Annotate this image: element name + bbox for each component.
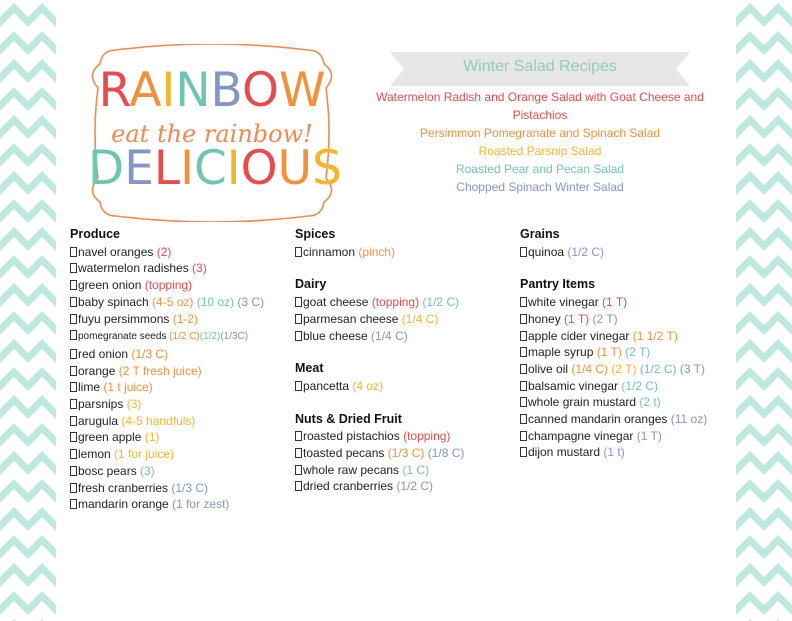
checkbox-icon[interactable] xyxy=(520,397,527,407)
logo-delicious-text xyxy=(88,141,342,196)
checkbox-icon[interactable] xyxy=(70,432,77,442)
ingredient-name: olive oil xyxy=(528,361,569,376)
ingredient-item xyxy=(70,429,290,446)
ingredient-quantity: (2 T) xyxy=(621,345,651,360)
ingredient-name: quinoa xyxy=(528,244,565,259)
ingredient-name: lemon xyxy=(78,447,111,462)
ingredient-item xyxy=(70,446,290,463)
logo-tagline: eat the rainbow! xyxy=(111,120,313,148)
section-heading: Nuts & Dried Fruit xyxy=(295,411,402,426)
ingredient-quantity: (1/4 C) xyxy=(568,361,609,376)
section-heading: Dairy xyxy=(295,277,327,292)
checkbox-icon[interactable] xyxy=(295,314,302,324)
ingredient-name: dijon mustard xyxy=(528,445,601,460)
ingredient-name: whole raw pecans xyxy=(303,462,400,477)
logo-letter: I xyxy=(226,141,241,196)
ingredient-item xyxy=(295,478,510,495)
ingredient-name: pancetta xyxy=(303,378,350,393)
logo-letter: L xyxy=(153,141,181,196)
ingredient-column-3 xyxy=(520,226,735,461)
ingredient-quantity: (1/3C) xyxy=(220,331,249,343)
logo-letter: I xyxy=(180,141,194,196)
ingredient-quantity: (4-5 handfuls) xyxy=(118,413,196,428)
ingredient-item xyxy=(70,311,290,328)
ingredient-item xyxy=(520,428,735,445)
ingredient-quantity: (3) xyxy=(123,397,142,412)
ingredient-item xyxy=(70,277,290,294)
recipe-title: Persimmon Pomegranate and Spinach Salad xyxy=(419,126,661,140)
checkbox-icon[interactable] xyxy=(70,466,77,476)
chevron-pattern xyxy=(736,0,792,621)
checkbox-icon[interactable] xyxy=(70,449,77,459)
ingredient-name: apple cider vinegar xyxy=(528,328,630,343)
ingredient-name: balsamic vinegar xyxy=(528,378,619,393)
ingredient-quantity: (2 T) xyxy=(608,361,637,376)
ingredient-quantity: (4 oz) xyxy=(349,378,384,393)
ingredient-quantity: (3 C) xyxy=(234,294,265,309)
ingredient-name: bosc pears xyxy=(78,463,137,478)
checkbox-icon[interactable] xyxy=(70,330,77,340)
logo-letter: R xyxy=(98,63,130,118)
checkbox-icon[interactable] xyxy=(70,399,77,409)
checkbox-icon[interactable] xyxy=(295,481,302,491)
recipe-title: Roasted Parsnip Salad xyxy=(478,144,602,158)
banner-title: Winter Salad Recipes xyxy=(463,58,617,75)
ingredient-item xyxy=(295,311,510,328)
ingredient-item xyxy=(520,361,735,378)
ingredient-name: parmesan cheese xyxy=(303,311,399,326)
ingredient-name: maple syrup xyxy=(528,345,594,360)
ingredient-quantity: (topping) xyxy=(368,295,420,310)
ingredient-item xyxy=(520,411,735,428)
ingredient-quantity: (1/8 C) xyxy=(424,446,465,461)
checkbox-icon[interactable] xyxy=(520,247,527,257)
section-spacer xyxy=(295,395,510,411)
ingredient-item xyxy=(70,379,290,396)
logo-letter: W xyxy=(278,63,326,118)
checkbox-icon[interactable] xyxy=(295,431,302,441)
checkbox-icon[interactable] xyxy=(295,247,302,257)
section-spacer xyxy=(295,344,510,360)
ingredient-name: honey xyxy=(528,311,561,326)
ingredient-quantity: (1/2) xyxy=(199,331,221,343)
logo-letter: C xyxy=(193,141,227,196)
ingredient-column-1 xyxy=(70,226,290,513)
ingredient-name: champagne vinegar xyxy=(528,428,634,443)
ingredient-item xyxy=(295,244,510,261)
checkbox-icon[interactable] xyxy=(70,366,77,376)
ingredient-item xyxy=(520,378,735,395)
logo-letter: E xyxy=(124,141,154,196)
ingredient-quantity: (1/2 C) xyxy=(393,479,434,494)
checkbox-icon[interactable] xyxy=(70,247,77,257)
ingredient-name: navel oranges xyxy=(78,244,154,259)
ingredient-name: fresh cranberries xyxy=(78,480,169,495)
ingredient-quantity: (topping) xyxy=(399,429,451,444)
checkbox-icon[interactable] xyxy=(70,297,77,307)
ingredient-quantity: (3) xyxy=(188,261,207,276)
logo-letter: I xyxy=(161,63,176,118)
ingredient-item xyxy=(520,444,735,461)
ingredient-name: baby spinach xyxy=(78,294,149,309)
ingredient-quantity: (1 1/2 T) xyxy=(629,328,678,343)
logo xyxy=(88,44,342,222)
checkbox-icon[interactable] xyxy=(295,465,302,475)
checkbox-icon[interactable] xyxy=(295,381,302,391)
checkbox-icon[interactable] xyxy=(520,364,527,374)
ingredient-quantity: (1/2 C) xyxy=(419,295,460,310)
ingredient-name: mandarin orange xyxy=(78,497,169,512)
logo-letter: O xyxy=(240,141,278,196)
chevron-pattern xyxy=(0,0,56,621)
ingredient-quantity: (pinch) xyxy=(355,244,396,259)
ingredient-name: whole grain mustard xyxy=(528,395,637,410)
ingredient-name: red onion xyxy=(78,346,129,361)
ingredient-quantity: (1/3 C) xyxy=(168,480,209,495)
section-heading: Spices xyxy=(295,227,336,241)
checkbox-icon[interactable] xyxy=(70,382,77,392)
ingredient-name: toasted pecans xyxy=(303,446,385,461)
ingredient-quantity: (1/2 C) xyxy=(636,361,677,376)
ingredient-item xyxy=(70,244,290,261)
section-heading: Pantry Items xyxy=(520,277,596,292)
section-spacer xyxy=(295,260,510,276)
logo-letter: U xyxy=(277,141,313,196)
checkbox-icon[interactable] xyxy=(295,448,302,458)
ingredient-name: canned mandarin oranges xyxy=(528,412,668,427)
ingredient-column-2 xyxy=(295,226,510,495)
ingredient-name: blue cheese xyxy=(303,328,368,343)
ingredient-quantity: (3 T) xyxy=(676,361,705,376)
checkbox-icon[interactable] xyxy=(520,347,527,357)
ingredient-quantity: (1 T) xyxy=(598,295,628,310)
ingredient-item xyxy=(295,428,510,445)
ingredient-name: white vinegar xyxy=(528,295,599,310)
ingredient-quantity: (2) xyxy=(153,244,172,259)
ingredient-item xyxy=(70,260,290,277)
checkbox-icon[interactable] xyxy=(70,349,77,359)
chevron-border-left xyxy=(0,0,56,621)
ingredient-quantity: (4-5 oz) xyxy=(148,294,194,309)
ingredient-quantity: (1 for juice) xyxy=(110,447,175,462)
checkbox-icon[interactable] xyxy=(70,499,77,509)
ingredient-name: roasted pistachios xyxy=(303,429,400,444)
checkbox-icon[interactable] xyxy=(520,431,527,441)
ingredient-item xyxy=(70,346,290,363)
logo-rainbow-text xyxy=(88,63,336,118)
checkbox-icon[interactable] xyxy=(70,263,77,273)
checkbox-icon[interactable] xyxy=(520,414,527,424)
checkbox-icon[interactable] xyxy=(295,331,302,341)
checkbox-icon[interactable] xyxy=(520,381,527,391)
logo-letter: A xyxy=(129,63,162,118)
ingredient-name: watermelon radishes xyxy=(78,261,189,276)
ingredient-item xyxy=(520,328,735,345)
ingredient-name: pomegranate seeds xyxy=(78,331,167,343)
ingredient-item xyxy=(70,294,290,311)
ingredient-name: green apple xyxy=(78,430,142,445)
ingredient-quantity: (1/3 C) xyxy=(128,346,169,361)
ingredient-quantity: (1 T) xyxy=(593,345,622,360)
ingredient-quantity: (1 T) xyxy=(633,428,662,443)
ingredient-quantity: (10 oz) xyxy=(193,294,235,309)
checkbox-icon[interactable] xyxy=(70,483,77,493)
ingredient-quantity: (1 for zest) xyxy=(168,497,230,512)
ingredient-quantity: (2 T) xyxy=(589,311,618,326)
ingredient-quantity: (topping) xyxy=(141,278,193,293)
ingredient-item xyxy=(295,328,510,345)
checkbox-icon[interactable] xyxy=(520,297,527,307)
logo-letter: D xyxy=(88,141,125,196)
ingredient-quantity: (1 C) xyxy=(399,462,430,477)
ingredient-name: lime xyxy=(78,380,101,395)
ingredient-quantity: (1/2 C) xyxy=(166,331,200,343)
ingredient-quantity: (1 t) xyxy=(600,445,625,460)
ingredient-quantity: (11 oz) xyxy=(667,412,708,427)
ingredient-name: fuyu persimmons xyxy=(78,311,170,326)
ingredient-item xyxy=(295,294,510,311)
ingredient-item xyxy=(70,480,290,497)
checkbox-icon[interactable] xyxy=(520,331,527,341)
ingredient-name: dried cranberries xyxy=(303,479,394,494)
ingredient-quantity: (3) xyxy=(136,463,155,478)
ingredient-item xyxy=(520,394,735,411)
ingredient-name: orange xyxy=(78,363,116,378)
ingredient-item xyxy=(70,463,290,480)
ingredient-quantity: (1-2) xyxy=(169,311,199,326)
ingredient-item xyxy=(70,496,290,513)
recipe-title: Watermelon Radish and Orange Salad with Goat Cheese and Pistachios xyxy=(376,90,704,122)
checkbox-icon[interactable] xyxy=(520,314,527,324)
ingredient-quantity: (1/2 C) xyxy=(564,244,605,259)
recipe-title: Roasted Pear and Pecan Salad xyxy=(455,162,625,176)
ingredient-quantity: (2 T fresh juice) xyxy=(115,363,202,378)
checkbox-icon[interactable] xyxy=(520,447,527,457)
ingredient-item xyxy=(295,378,510,395)
ingredient-name: cinnamon xyxy=(303,244,356,259)
ingredient-item xyxy=(70,363,290,380)
ingredient-item xyxy=(295,445,510,462)
ingredient-item xyxy=(520,344,735,361)
recipe-title: Chopped Spinach Winter Salad xyxy=(456,180,624,194)
ingredient-name: parsnips xyxy=(78,397,124,412)
ingredient-quantity: (1/3 C) xyxy=(384,446,425,461)
checkbox-icon[interactable] xyxy=(70,314,77,324)
ingredient-name: green onion xyxy=(78,278,142,293)
chevron-border-right xyxy=(736,0,792,621)
ingredient-quantity: (1 t juice) xyxy=(100,380,153,395)
ingredient-quantity: (2 t) xyxy=(636,395,661,410)
ingredient-name: arugula xyxy=(78,413,119,428)
section-spacer xyxy=(520,260,735,276)
ingredient-item xyxy=(520,294,735,311)
logo-letter: B xyxy=(210,63,242,118)
ingredient-name: goat cheese xyxy=(303,295,369,310)
ingredient-item xyxy=(520,244,735,261)
ingredient-quantity: (1/2 C) xyxy=(618,378,659,393)
section-heading: Grains xyxy=(520,227,560,241)
ingredient-quantity: (1) xyxy=(141,430,160,445)
ingredient-item xyxy=(520,311,735,328)
section-heading: Meat xyxy=(295,361,324,376)
checkbox-icon[interactable] xyxy=(295,297,302,307)
ingredient-quantity: (1/4 C) xyxy=(398,311,439,326)
logo-letter: S xyxy=(312,141,342,196)
checkbox-icon[interactable] xyxy=(70,280,77,290)
ingredient-item xyxy=(70,396,290,413)
ingredient-item xyxy=(70,413,290,430)
ingredient-quantity: (1 T) xyxy=(560,311,590,326)
recipe-list xyxy=(362,88,718,196)
ingredient-item xyxy=(70,327,290,346)
logo-letter: O xyxy=(241,63,279,118)
ingredient-item xyxy=(295,462,510,479)
section-heading: Produce xyxy=(70,227,121,241)
ingredient-quantity: (1/4 C) xyxy=(367,328,408,343)
logo-letter: N xyxy=(175,63,211,118)
checkbox-icon[interactable] xyxy=(70,416,77,426)
